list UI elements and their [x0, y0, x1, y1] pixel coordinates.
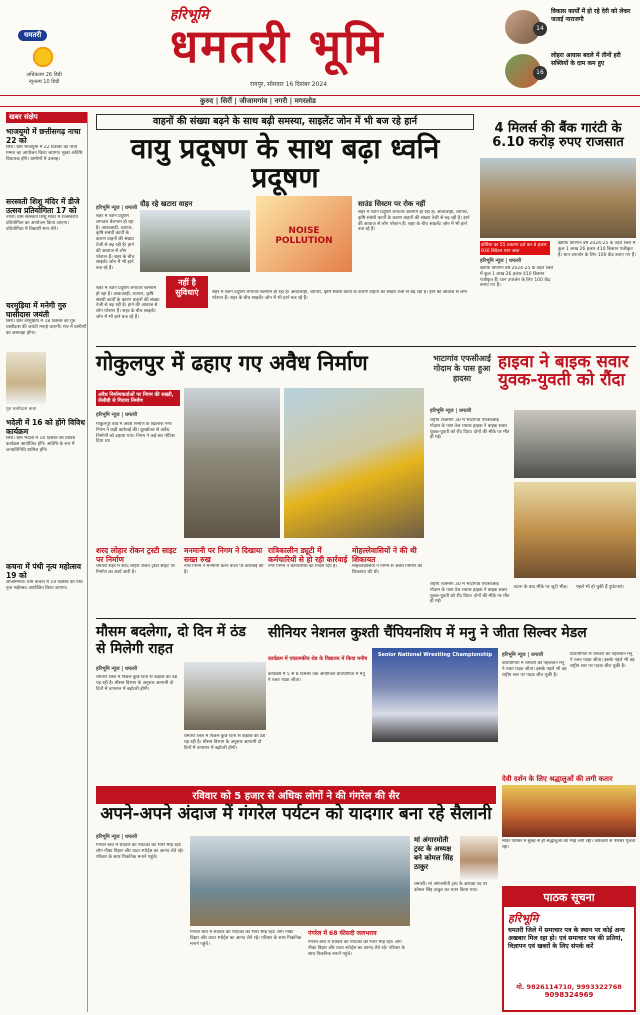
sidebar-item-title: चरमुड़िया में मनेगी गुरु घासीदास जयंती [6, 301, 67, 319]
bank-photo [480, 158, 636, 238]
masthead [0, 0, 640, 95]
sidebar-item [6, 197, 87, 295]
lead-byline: हरिभूमि न्यूज | धमतरी [96, 205, 138, 211]
divider [96, 618, 636, 619]
sidebar-item [6, 127, 87, 191]
devotion-box [502, 776, 636, 882]
sidebar-item [6, 562, 87, 780]
small-story [352, 546, 426, 612]
lead-photo-traffic [140, 210, 250, 272]
lead-poster [256, 196, 352, 272]
gangrel-photo [190, 836, 410, 926]
wrestling-banner: Senior National Wrestling Championship [377, 652, 493, 658]
gangrel-body-2: गंगरेल बांध में रविवार को पर्यटकों की भारी भीड़ रही। लोग नौका विहार और वाटर स्पोर्ट्स का आनंद लेते रहे। परिवार के साथ पिकनिक मनाने पहुंचे। [190, 930, 302, 947]
gokul-byline: हरिभूमि न्यूज | धमतरी [96, 412, 138, 418]
small-story-body: धमतरी शहर में शरद लोहार रोकन ट्रस्टी साइट पर निर्माण का कार्य जारी है। [96, 564, 175, 575]
small-story [96, 546, 178, 612]
small-story [268, 546, 348, 612]
small-story-body: नगर निगम ने मनमानी करने वालों पर कार्रवाई की है। [184, 564, 264, 575]
bhatagaon-byline: हरिभूमि न्यूज | धमतरी [430, 408, 472, 414]
wrestling-headline: सीनियर नेशनल कुश्ती चैंपियनशिप में मनु ने जीता सिल्वर मेडल [268, 625, 587, 641]
lead-sub2: साउंड सिस्टम पर रोक नहीं [358, 200, 426, 208]
sidebar-photo [6, 352, 46, 404]
sidebar-item [6, 301, 87, 412]
sidebar-item [6, 418, 87, 556]
bhatagaon-body-2: राष्ट्रीय राजमार्ग 30 में भाटागांव एफसीआई गोदाम के पास तेज रफ्तार हाइवा ने बाइक सवार युवक-युवती को रौंद दिया। दोनों की मौके पर मौत हो गई। [430, 582, 510, 605]
sidebar-item-title: सरस्वती शिशु मंदिर में डीजे उत्सव प्रतियोगिता 17 को [6, 197, 80, 215]
weather-body: धमतरी जिले में पिछले कुछ दिनों से कड़ाके की ठंड पड़ रही है। मौसम विभाग के अनुसार आगामी दो दिनों में तापमान में बढ़ोतरी होगी। [96, 675, 178, 692]
bhatagaon-photo-1 [514, 410, 636, 478]
weather-photo [184, 662, 266, 730]
small-story-title: शरद लोहार रोकन ट्रस्टी साइट पर निर्माण [96, 546, 177, 564]
small-story-body: नगर निगम ने कर्मचारियों को निर्देश दिए हैं। [268, 564, 338, 569]
sidebar-item-body: सिर्री। ग्राम चरमुड़िया में 18 दिसंबर को गुरु घासीदास की जयंती मनाई जाएगी। मंच में ग्रामीणों का जमावड़ा होगा। [6, 319, 87, 336]
sidebar-item-title: भदेली में 16 को होंगे विविध कार्यक्रम [6, 418, 85, 436]
trust-photo [460, 836, 498, 880]
sun-icon [30, 44, 56, 70]
bhatagaon-kicker: भाटागांव एफसीआई गोदाम के पास हुआ हादसा [433, 354, 491, 383]
gangrel-headline: अपने-अपने अंदाज में गंगरेल पर्यटन को यादगार बना रहे सैलानी [100, 804, 492, 824]
small-story-title: रात्रिकालीन ड्यूटी में कर्मचारियों से हो रही कार्रवाई [268, 546, 348, 564]
lead-poster-text: NOISE POLLUTION [275, 226, 333, 246]
bank-body: खरीफ विपणन वर्ष 2024-25 के तहत जिले में कुल 1 लाख 26 हजार 410 किसान पंजीकृत हैं। धान उपार्जन के लिए 100 केंद्र बनाए गए हैं। [480, 266, 554, 289]
small-story-title: मनमानी पर निगम ने दिखाया सख्त रुख [184, 546, 263, 564]
bank-headline: 4 मिलर्स की बैंक गारंटी के 6.10 करोड़ रुपए राजसात [492, 121, 624, 150]
weather-body-2: धमतरी जिले में पिछले कुछ दिनों से कड़ाके की ठंड पड़ रही है। मौसम विभाग के अनुसार आगामी दो दिनों में तापमान में बढ़ोतरी होगी। [184, 734, 266, 751]
brand-title: धमतरी भूमि [170, 19, 385, 73]
ad-phone: मो. 9826114710, 9993322768 [516, 983, 622, 991]
lead-badge-text: नहीं है सुविधाएं [175, 278, 199, 297]
gokul-body: गोकुलपुर वार्ड में अवैध निर्माण के खिलाफ नगर निगम ने कड़ी कार्रवाई की। बुलडोजर से अवैध निर्माणों को ढहाया गया। निगम ने कई बार नोटिस दिया था। [96, 422, 175, 445]
bank-caption: कोरिया का 55 प्रकरण दर्ज कर 8 हजार 930 क्विंटल धान जब्त [480, 241, 550, 255]
gangrel-body-3: गंगरेल बांध में रविवार को पर्यटकों की भारी भीड़ रही। लोग नौका विहार और वाटर स्पोर्ट्स का आनंद लेते रहे। परिवार के साथ पिकनिक मनाने पहुंचे। [308, 940, 405, 957]
brand-small: हरिभूमि [170, 7, 209, 23]
trust-body: धमतरी। मां अंगारमोती ट्रस्ट के अध्यक्ष पद पर कोमल सिंह ठाकुर का चयन किया गया। [414, 882, 488, 893]
devotion-body: मंदिर परिसर में सुबह से ही श्रद्धालुओं की भीड़ लगी रही। जयकारों से परिसर गूंजता रहा। [502, 839, 636, 851]
dateline: रायपुर, सोमवार 16 दिसंबर 2024 [250, 81, 328, 88]
wrestling-photo [372, 648, 498, 742]
small-story-body: मोहल्लेवासियों ने निगम से अवैध निर्माण की शिकायत की थी। [352, 564, 423, 575]
bhatagaon-body: राष्ट्रीय राजमार्ग 30 में भाटागांव एफसीआई गोदाम के पास तेज रफ्तार हाइवा ने बाइक सवार युवक-युवती को रौंद दिया। दोनों की मौके पर मौत हो गई। [430, 418, 510, 441]
small-story-title: मोहल्लेवासियों ने की थी शिकायत [352, 546, 417, 564]
edition-label: धमतरी [18, 30, 47, 41]
sidebar [6, 112, 88, 1012]
cities-strip [0, 95, 640, 107]
teaser-page-badge: 14 [533, 22, 547, 36]
gokul-photo-1 [184, 388, 280, 538]
divider [96, 346, 636, 347]
lead-body-4: शहर में ध्वनि प्रदूषण लगातार बेलगाम हो रहा है। आवाजाही, व्यापार, कृषि संबंधी कार्यों के कारण वाहनों की संख्या तेजी से बढ़ रही है। हार्न की आवाज से लोग परेशान हैं। शहर के बीच साइलेंट जोन में भी हार्न बज रहे हैं। [96, 286, 160, 320]
wrestling-body: प्रतियोगिता में धमतरी की पहलवान मनु ने रजत पदक जीता। इसके पहले भी वह राष्ट्रीय स्तर पर पदक जीत चुकी है। [502, 661, 567, 678]
trust-story [414, 836, 498, 1012]
reader-notice-ad[interactable] [502, 886, 636, 1012]
wrestling-body-2: प्रतियोगिता में धमतरी की पहलवान मनु ने रजत पदक जीता। इसके पहले भी वह राष्ट्रीय स्तर पर पदक जीत चुकी है। [570, 652, 635, 669]
sidebar-item-body: सिर्री। ग्राम भाजयुमो में 22 दिसंबर को नाचा गम्मत का आयोजन किया जाएगा। मुख्य अतिथि विधायक होंगे। ग्रामीणों में उत्साह। [6, 145, 83, 162]
sidebar-item-body: जीजामगांव। ग्राम कचना में 19 दिसंबर को पंथी नृत्य महोत्सव आयोजित किया जाएगा। [6, 580, 83, 591]
wrestling-pointer-body: कार्यक्रम में 5 से 8 दिसंबर तक आयोजित प्रतियोगिता में मनु ने रजत पदक जीता। [268, 672, 365, 683]
cities: कुरुद | सिर्री | जीजामगांव | नगरी | मगरलोड [200, 97, 316, 105]
teaser-text: विकास कार्यों में हो रहे देरी को लेकर जताई नाराजगी [551, 8, 631, 23]
bhatagaon-caption-1: घटना के बाद मौके पर जुटी भीड़। [514, 585, 568, 590]
gangrel-byline: हरिभूमि न्यूज | धमतरी [96, 834, 138, 840]
gokul-pointer: अवैध निर्माणकर्ताओं पर निगम की सख्ती, जेसीबी से गिराया निर्माण [96, 390, 180, 406]
sidebar-item-title: भाजयुमो में छत्तीसगढ़ नाचा 22 को [6, 127, 81, 145]
lead-kicker: वाहनों की संख्या बढ़ने के साथ बढ़ी समस्या, साइलेंट जोन में भी बज रहे हार्न [96, 114, 474, 130]
teaser-2[interactable] [505, 52, 635, 90]
gangrel-kicker: रविवार को 5 हजार से अधिक लोगों ने की गंगरेल की सैर [96, 786, 496, 804]
gangrel-photo-caption: गंगरेल में 68 फीसदी जलभराव [308, 930, 377, 937]
devotion-headline: देवी दर्शन के लिए श्रद्धालुओं की लगी कतार [502, 775, 613, 783]
bhatagaon-photo-2 [514, 482, 636, 578]
wrestling-byline: हरिभूमि न्यूज | धमतरी [502, 652, 544, 658]
sidebar-item-body: नगरी। ग्राम सरस्वती शिशु मंदिर में राजस्तरीय प्रतियोगिता का आयोजन किया जाएगा। प्रतियोगिता में विद्यार्थी भाग लेंगे। [6, 215, 78, 232]
ad-phone-2: 9098324969 [544, 991, 594, 999]
gokul-headline: गोकुलपुर में ढहाए गए अवैध निर्माण [96, 351, 368, 375]
bhatagaon-headline: हाइवा ने बाइक सवार युवक-युवती को रौंदा [498, 352, 629, 390]
bhatagaon-caption-2: पहले भी हो चुकी हैं दुर्घटनाएं। [576, 585, 625, 590]
gokul-photo-2 [284, 388, 424, 538]
bank-body-2: खरीफ विपणन वर्ष 2024-25 के तहत जिले में कुल 1 लाख 26 हजार 410 किसान पंजीकृत हैं। धान उपार्जन के लिए 100 केंद्र बनाए गए हैं। [558, 241, 636, 258]
sidebar-photo-caption: गुरु घासीदास बाबा [6, 407, 37, 412]
gangrel-body: गंगरेल बांध में रविवार को पर्यटकों की भारी भीड़ रही। लोग नौका विहार और वाटर स्पोर्ट्स का आनंद लेते रहे। परिवार के साथ पिकनिक मनाने पहुंचे। [96, 843, 184, 860]
lead-headline: वायु प्रदूषण के साथ बढ़ा ध्वनि प्रदूषण [130, 132, 440, 195]
devotion-photo [502, 785, 636, 837]
weather-headline: मौसम बदलेगा, दो दिन में ठंड से मिलेगी राहत [96, 624, 246, 657]
lead-body-2: शहर में ध्वनि प्रदूषण लगातार बेलगाम हो रहा है। आवाजाही, व्यापार, कृषि संबंधी कार्यों के कारण वाहनों की संख्या तेजी से बढ़ रही है। हार्न की आवाज से लोग परेशान हैं। शहर के बीच साइलेंट जोन में भी हार्न बज रहे हैं। [358, 210, 470, 233]
sidebar-item-body: सिर्री। ग्राम भदेली में 16 दिसंबर को विविध कार्यक्रम आयोजित होंगे। अतिथि के रूप में जनप्रतिनिधि शामिल होंगे। [6, 436, 76, 453]
teaser-text: लोहरा आवास बदले में तीनों हरी सब्जियों के दाम कम हुए [551, 52, 621, 67]
trust-headline: मां अंगारमोती ट्रस्ट के अध्यक्ष बने कोमल सिंह ठाकुर [414, 836, 454, 871]
lead-sub1: दौड़ रहे खटारा वाहन [140, 200, 193, 208]
sidebar-header: खबर संक्षेप [6, 112, 87, 123]
lead-body-3: शहर में ध्वनि प्रदूषण लगातार बेलगाम हो रहा है। आवाजाही, व्यापार, कृषि संबंधी कार्यों के कारण वाहनों की संख्या तेजी से बढ़ रही है। हार्न की आवाज से लोग परेशान हैं। शहर के बीच साइलेंट जोन में भी हार्न बज रहे हैं। [212, 290, 468, 301]
wrestling-pointer: कार्यक्रम में एकात्मकीय शेड के विद्यालय में किया मनीष [268, 656, 368, 662]
ad-text: धमतरी जिले में समाचार पत्र के स्थान पर कोई अन्य अखबार मिल रहा हो। एवं समाचार पत्र की प्रतियां, विज्ञापन एवं खबरों के लिए संपर्क करें [508, 927, 625, 950]
lead-body: शहर में ध्वनि प्रदूषण लगातार बेलगाम हो रहा है। आवाजाही, व्यापार, कृषि संबंधी कार्यों के कारण वाहनों की संख्या तेजी से बढ़ रही है। हार्न की आवाज से लोग परेशान हैं। शहर के बीच साइलेंट जोन में भी हार्न बज रहे हैं। [96, 214, 135, 272]
bank-byline: हरिभूमि न्यूज | धमतरी [480, 258, 522, 264]
ad-brand: हरिभूमि [508, 912, 539, 925]
teaser-1[interactable] [505, 8, 635, 46]
teaser-page-badge: 16 [533, 66, 547, 80]
ad-title: पाठक सूचना [504, 888, 634, 907]
weather-max: अधिकतम 26 डिग्री [26, 72, 62, 78]
weather-byline: हरिभूमि न्यूज | धमतरी [96, 666, 138, 672]
sidebar-item-title: कचना में पंथी नृत्य महोत्सव 19 को [6, 562, 82, 580]
weather-min: न्यूनतम 10 डिग्री [28, 79, 60, 85]
small-story [184, 546, 264, 612]
lead-badge [166, 276, 208, 308]
